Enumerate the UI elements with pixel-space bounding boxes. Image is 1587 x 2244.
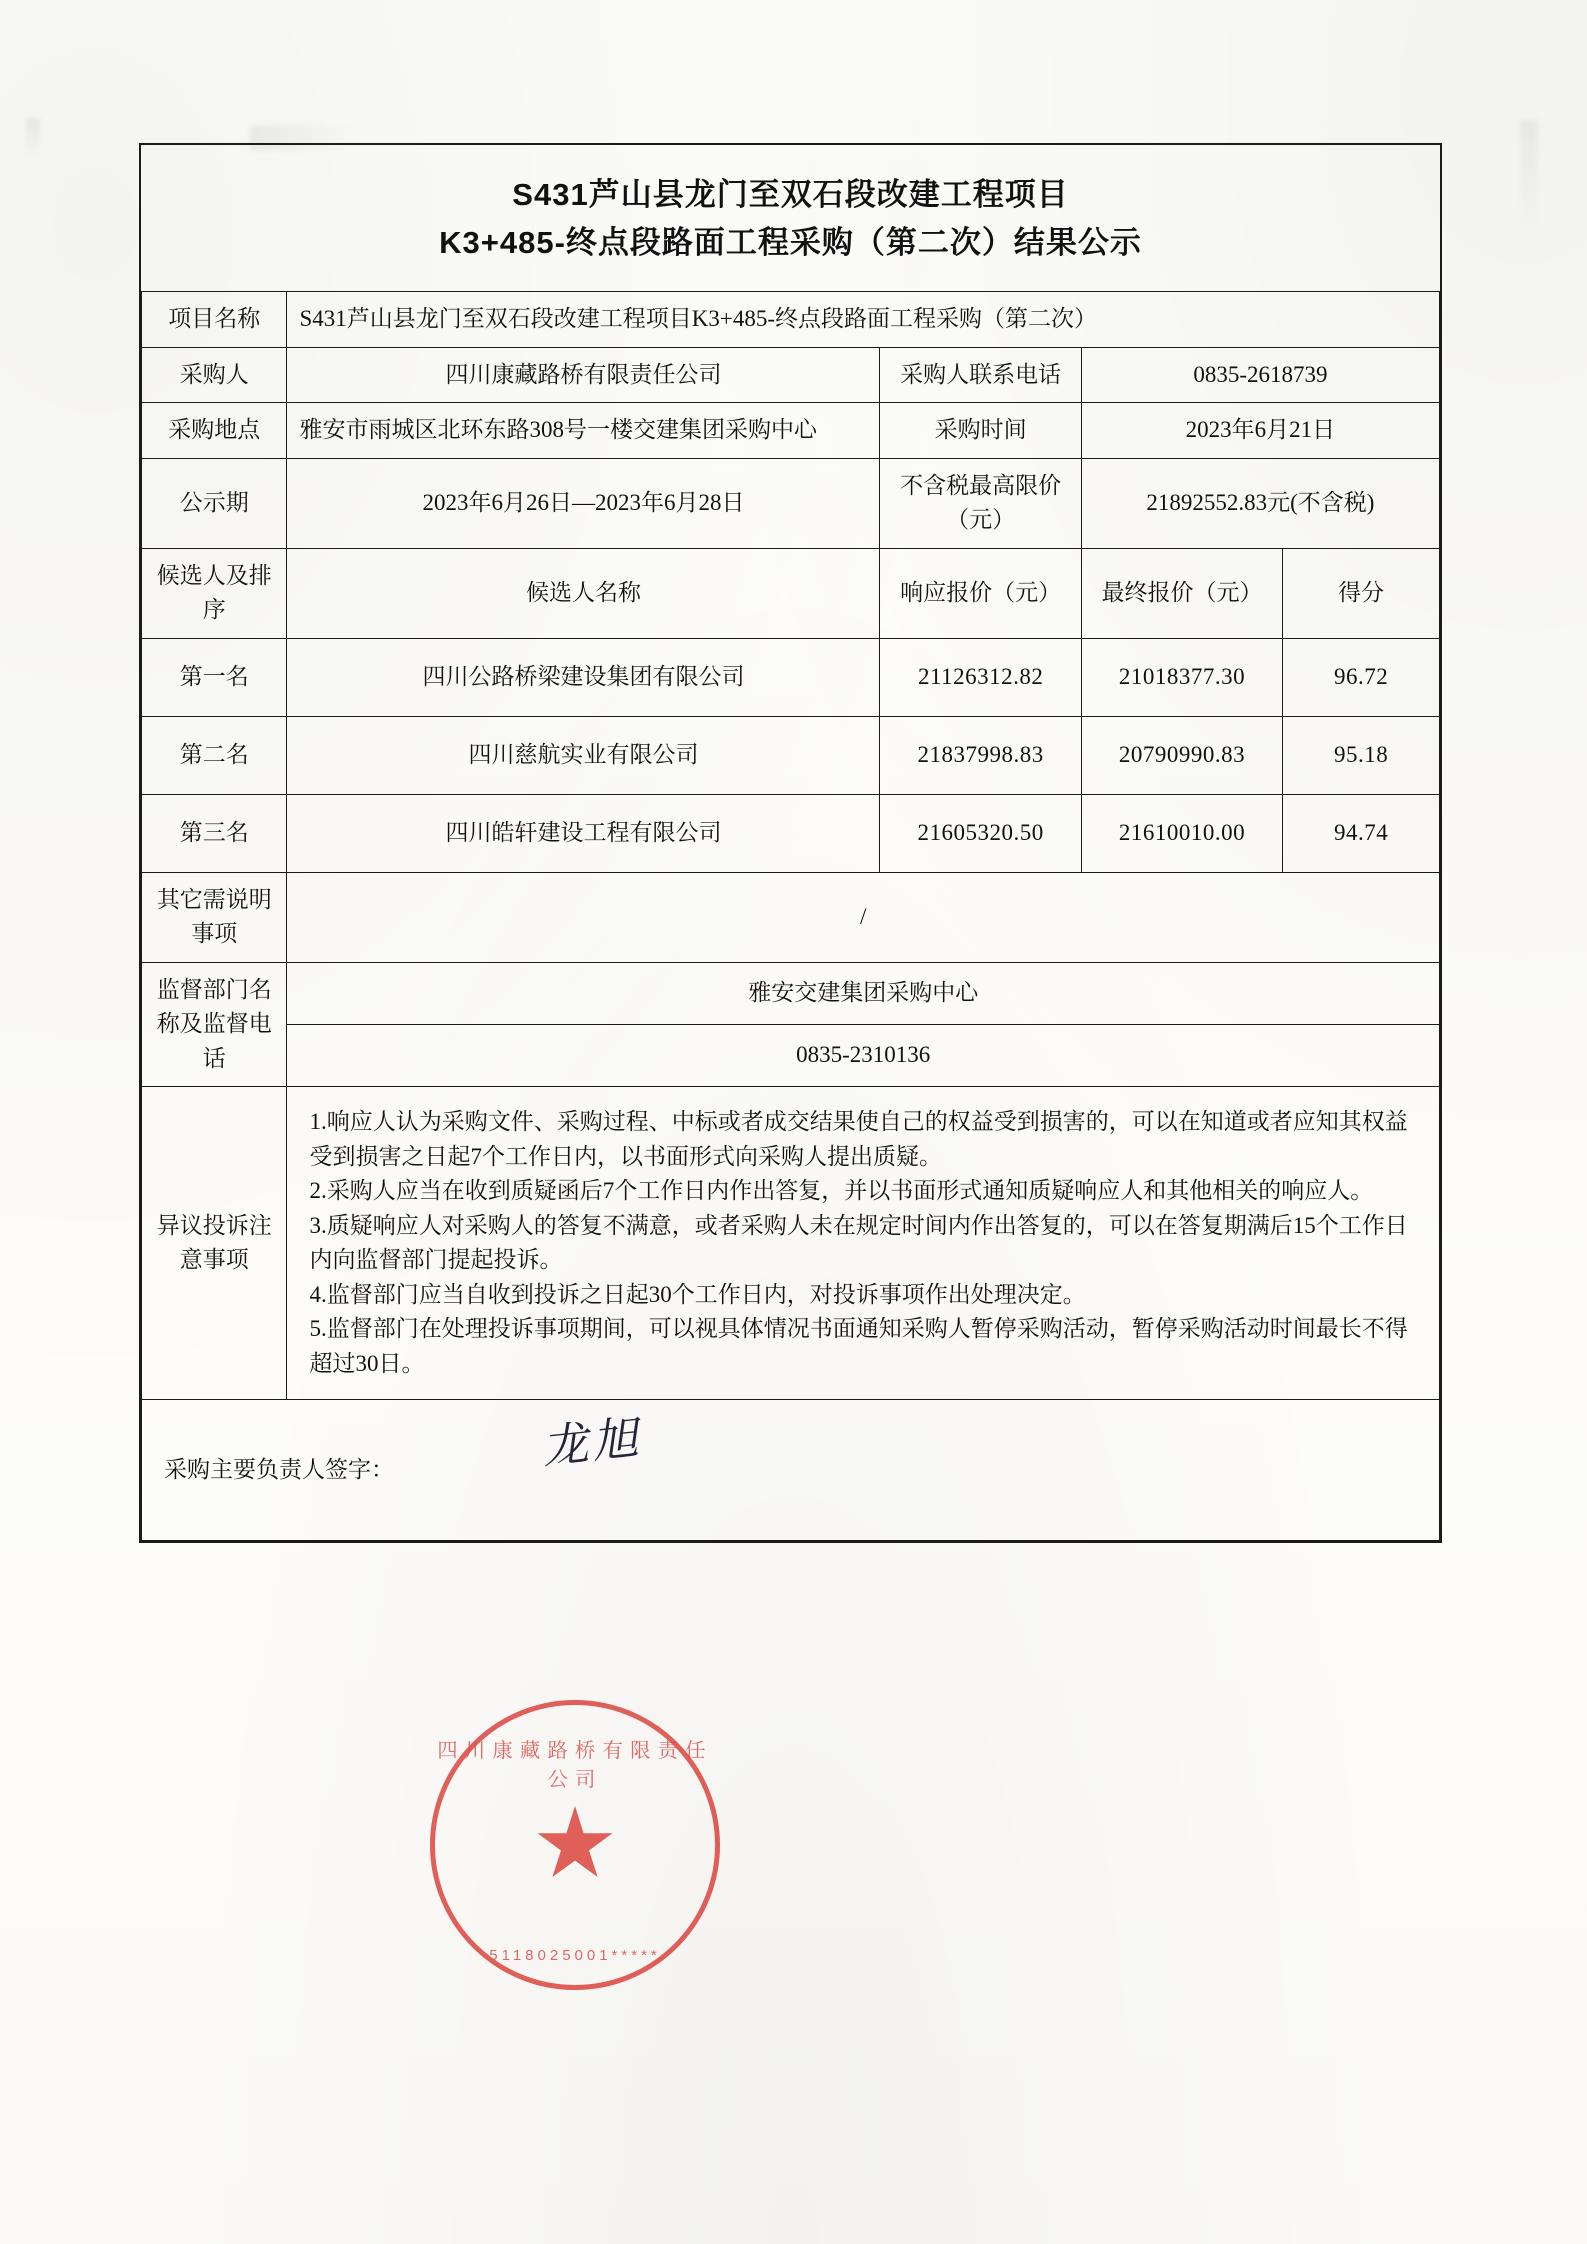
label-purchaser-phone: 采购人联系电话: [880, 347, 1081, 403]
value-supervision-phone: 0835-2310136: [287, 1024, 1440, 1086]
candidate-name: 四川皓轩建设工程有限公司: [287, 794, 880, 872]
candidate-name: 四川慈航实业有限公司: [287, 716, 880, 794]
label-supervision: 监督部门名称及监督电话: [142, 962, 287, 1087]
candidate-score: 96.72: [1283, 638, 1440, 716]
candidate-final-price: 20790990.83: [1081, 716, 1282, 794]
row-candidates-header: [142, 548, 1440, 638]
objection-item: 3.质疑响应人对采购人的答复不满意，或者采购人未在规定时间内作出答复的，可以在答复期满后15个工作日内向监督部门提起投诉。: [309, 1212, 1408, 1273]
seal-bottom-text: 5118025001*****: [489, 1947, 661, 1964]
objection-item: 2.采购人应当在收到质疑函后7个工作日内作出答复，并以书面形式通知质疑响应人和其他相关的响应人。: [309, 1178, 1374, 1204]
candidate-rank: 第二名: [142, 716, 287, 794]
objection-item: 4.监督部门应当自收到投诉之日起30个工作日内，对投诉事项作出处理决定。: [309, 1281, 1086, 1307]
table-row: [142, 794, 1440, 872]
label-purchaser: 采购人: [142, 347, 287, 403]
title-row: [142, 145, 1440, 292]
label-purchase-place: 采购地点: [142, 403, 287, 459]
row-publicity-period: [142, 458, 1440, 548]
candidate-score: 94.74: [1283, 794, 1440, 872]
value-purchaser-phone: 0835-2618739: [1081, 347, 1439, 403]
value-supervision-dept: 雅安交建集团采购中心: [287, 962, 1440, 1024]
header-candidate-name: 候选人名称: [287, 548, 880, 638]
row-supervision-phone: [142, 1024, 1440, 1086]
candidate-score: 95.18: [1283, 716, 1440, 794]
value-project-name: S431芦山县龙门至双石段改建工程项目K3+485-终点段路面工程采购（第二次）: [287, 292, 1440, 348]
label-other-notes: 其它需说明事项: [142, 872, 287, 962]
seal-star-icon: [536, 1806, 614, 1884]
label-purchase-time: 采购时间: [880, 403, 1081, 459]
title-line-2: K3+485-终点段路面工程采购（第二次）结果公示: [439, 225, 1142, 261]
handwritten-signature: 龙旭: [539, 1410, 645, 1475]
announcement-document: [139, 143, 1442, 1543]
header-score: 得分: [1283, 548, 1440, 638]
row-objection: [142, 1087, 1440, 1400]
document-title: [142, 145, 1440, 292]
value-purchase-time: 2023年6月21日: [1081, 403, 1439, 459]
value-other-notes: /: [287, 872, 1440, 962]
candidate-name: 四川公路桥梁建设集团有限公司: [287, 638, 880, 716]
candidate-final-price: 21610010.00: [1081, 794, 1282, 872]
label-publicity-period: 公示期: [142, 458, 287, 548]
label-project-name: 项目名称: [142, 292, 287, 348]
header-response-price: 响应报价（元）: [880, 548, 1081, 638]
objection-item: 5.监督部门在处理投诉事项期间，可以视具体情况书面通知采购人暂停采购活动，暂停采购活动时间最长不得超过30日。: [309, 1316, 1408, 1376]
company-seal-stamp: [430, 1700, 720, 1990]
scan-smudge: [26, 118, 40, 158]
objection-notice: [287, 1087, 1440, 1400]
label-candidates-rank: 候选人及排序: [142, 548, 287, 638]
announcement-table: [141, 145, 1440, 1541]
candidate-response-price: 21837998.83: [880, 716, 1081, 794]
candidate-response-price: 21126312.82: [880, 638, 1081, 716]
table-row: [142, 638, 1440, 716]
value-max-price: 21892552.83元(不含税): [1081, 458, 1439, 548]
row-project-name: [142, 292, 1440, 348]
row-other-notes: [142, 872, 1440, 962]
row-signature: [142, 1400, 1440, 1541]
objection-item: 1.响应人认为采购文件、采购过程、中标或者成交结果使自己的权益受到损害的，可以在知道或者应知其权益受到损害之日起7个工作日内，以书面形式向采购人提出质疑。: [309, 1109, 1408, 1169]
row-supervision-dept: [142, 962, 1440, 1024]
title-line-1: S431芦山县龙门至双石段改建工程项目: [512, 177, 1069, 212]
scan-smudge: [1520, 120, 1538, 240]
value-purchaser: 四川康藏路桥有限责任公司: [287, 347, 880, 403]
header-final-price: 最终报价（元）: [1081, 548, 1282, 638]
candidate-response-price: 21605320.50: [880, 794, 1081, 872]
seal-top-text: 四川康藏路桥有限责任公司: [437, 1740, 713, 1791]
row-purchaser: [142, 347, 1440, 403]
label-objection: 异议投诉注意事项: [142, 1087, 287, 1400]
candidate-final-price: 21018377.30: [1081, 638, 1282, 716]
row-purchase-place: [142, 403, 1440, 459]
signature-row: [142, 1400, 1440, 1541]
signature-label: 采购主要负责人签字：: [164, 1456, 394, 1482]
label-max-price: 不含税最高限价（元）: [880, 458, 1081, 548]
candidate-rank: 第三名: [142, 794, 287, 872]
value-purchase-place: 雅安市雨城区北环东路308号一楼交建集团采购中心: [287, 403, 880, 459]
candidate-rank: 第一名: [142, 638, 287, 716]
table-row: [142, 716, 1440, 794]
seal-ring: [430, 1700, 720, 1990]
value-publicity-period: 2023年6月26日—2023年6月28日: [287, 458, 880, 548]
